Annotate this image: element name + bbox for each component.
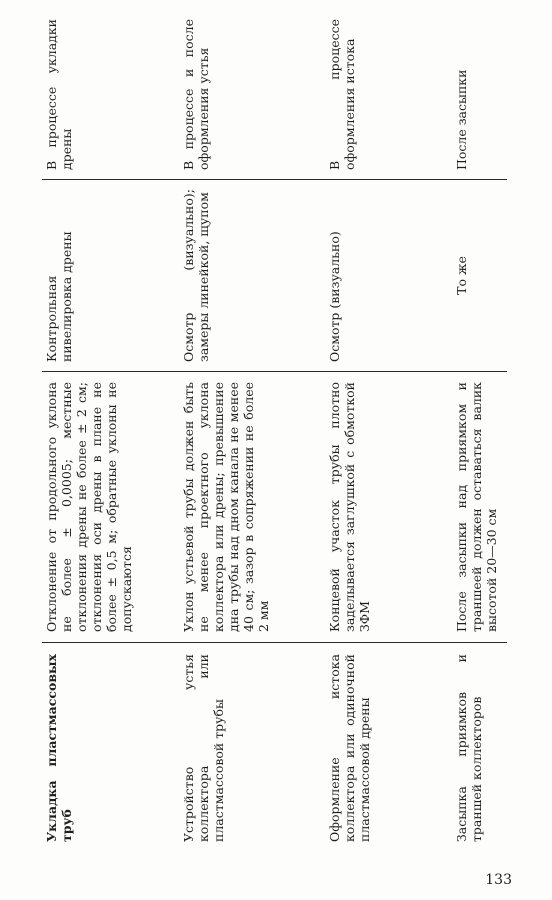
method-cell: Осмотр (визуально)	[327, 231, 342, 362]
requirement-cell: Отклонение от продольного уклона не более ± 0,0005; местные отклонения дрены не более ± 2 см; отклонения оси дрены в плане не более ± 0,5 м; обратные уклоны не допускаются	[44, 382, 134, 632]
work-cell: Оформление истока коллектора или одиночной пластмассовой дрены	[327, 654, 372, 842]
page-number: 133	[485, 872, 512, 888]
work-cell: Устройство устья коллектора или пластмассовой трубы	[181, 654, 226, 842]
method-cell: Осмотр (визуально); замеры линейкой, щупом	[181, 189, 211, 362]
method-cell: То же	[454, 256, 469, 295]
requirement-cell: Уклон устьевой трубы должен быть не менее проектного уклона коллектора или дрены; превышение дна трубы над дном канала не менее 40 см; зазор в сопряжении не более 2 мм	[181, 382, 271, 632]
work-cell: Засыпка приямков и траншей коллекторов	[454, 654, 484, 842]
time-cell: В процессе оформления истока	[327, 19, 357, 170]
table-row	[325, 13, 445, 848]
time-cell: После засыпки	[454, 69, 469, 170]
time-cell: В процессе укладки дрены	[44, 19, 74, 170]
table-row	[179, 13, 309, 848]
table-row	[42, 13, 172, 848]
requirement-cell: После засыпки над приямком и траншеей должен оставаться валик высотой 20—30 см	[454, 382, 499, 632]
time-cell: В процессе и после оформления устья	[181, 19, 211, 170]
inspection-table	[42, 13, 507, 848]
work-cell: Укладка пластмассовых труб	[44, 654, 74, 842]
method-cell: Контрольная нивелировка дрены	[44, 231, 74, 362]
rotated-table-wrapper	[42, 13, 507, 848]
table-row	[452, 13, 507, 848]
requirement-cell: Концевой участок трубы плотно заделывается заглушкой с обмоткой ЗФМ	[327, 382, 372, 632]
